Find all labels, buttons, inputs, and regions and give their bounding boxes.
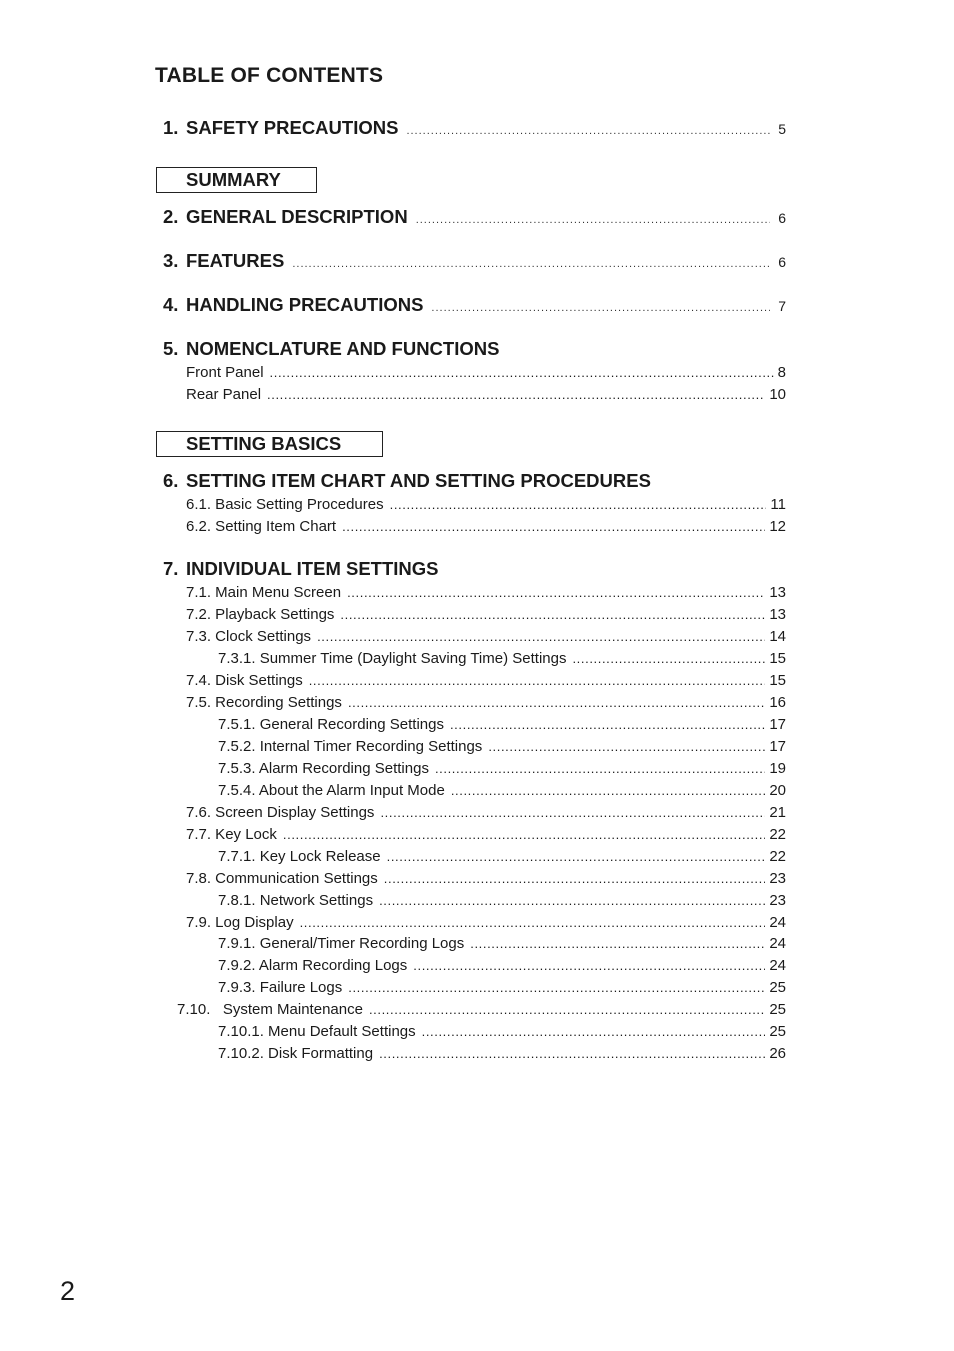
dot-leader [431,302,770,314]
toc-subentry[interactable] [186,804,786,824]
toc-entry-handling-precautions[interactable] [163,294,786,318]
dot-leader [379,1046,765,1061]
toc-subentry-page: 21 [769,804,786,821]
toc-entry-number: 2. [163,206,179,227]
toc-subentry[interactable] [177,1001,786,1021]
toc-subentry-label: 7.10.1. Menu Default Settings [218,1023,416,1040]
toc-subentry[interactable] [186,870,786,890]
toc-subentry-page: 12 [769,518,786,535]
dot-leader [390,497,767,512]
dot-leader [413,958,765,973]
dot-leader [470,936,765,951]
toc-subentry-label: 7.5. Recording Settings [186,694,342,711]
toc-subentry-page: 11 [770,496,786,513]
toc-subentry[interactable] [218,760,786,780]
toc-subentry[interactable] [218,1023,786,1043]
toc-subentry[interactable] [218,957,786,977]
toc-subentry-label: 7.5.1. General Recording Settings [218,716,444,733]
toc-subentry[interactable] [218,650,786,670]
toc-entry-general-description[interactable] [163,206,786,230]
toc-subentry-label: 7.1. Main Menu Screen [186,584,342,601]
toc-subentry-label: Front Panel [186,364,264,381]
toc-subentry-page: 26 [769,1045,786,1062]
toc-subentry[interactable] [218,979,786,999]
dot-leader [309,673,766,688]
toc-entry-label: INDIVIDUAL ITEM SETTINGS [186,558,439,579]
toc-entry-label: NOMENCLATURE AND FUNCTIONS [186,338,500,359]
dot-leader [379,893,765,908]
dot-leader [348,980,765,995]
toc-subentry[interactable] [186,606,786,626]
toc-subentry-page: 22 [769,848,786,865]
toc-subentry[interactable] [186,496,786,516]
toc-subentry-label: 7.5.2. Internal Timer Recording Settings [218,738,483,755]
toc-subentry-page: 25 [769,1023,786,1040]
toc-subentry-page: 15 [769,650,786,667]
dot-leader [340,607,765,622]
toc-subentry-page: 16 [769,694,786,711]
dot-leader [317,629,765,644]
toc-subentry-page: 19 [769,760,786,777]
dot-leader [300,915,766,930]
dot-leader [342,519,765,534]
toc-subentry-label: 7.7. Key Lock [186,826,277,843]
toc-entry-number: 5. [163,338,179,359]
toc-subentry-label: 7.9.1. General/Timer Recording Logs [218,935,465,952]
toc-entry-safety[interactable] [163,117,786,141]
toc-subentry-page: 14 [769,628,786,645]
dot-leader [451,783,765,798]
toc-entry-page: 6 [778,254,786,270]
toc-subentry-page: 22 [769,826,786,843]
dot-leader [450,717,765,732]
toc-subentry[interactable] [218,782,786,802]
toc-subentry[interactable] [186,386,786,406]
dot-leader [270,365,774,380]
toc-subentry-label: 7.6. Screen Display Settings [186,804,375,821]
toc-subentry-label: 7.5.4. About the Alarm Input Mode [218,782,445,799]
toc-subentry[interactable] [186,364,786,384]
toc-entry-number: 6. [163,470,179,491]
dot-leader [348,695,765,710]
toc-subentry[interactable] [218,1045,786,1065]
toc-subentry-label: 7.7.1. Key Lock Release [218,848,381,865]
toc-entry-page: 5 [778,121,786,137]
dot-leader [292,258,770,270]
toc-entry-number: 3. [163,250,179,271]
toc-subentry-page: 20 [769,782,786,799]
toc-subentry-page: 25 [769,1001,786,1018]
toc-subentry[interactable] [218,716,786,736]
toc-subentry[interactable] [218,738,786,758]
dot-leader [488,739,765,754]
toc-subentry-page: 17 [769,738,786,755]
dot-leader [572,651,765,666]
toc-subentry[interactable] [186,672,786,692]
toc-subentry-label: 6.2. Setting Item Chart [186,518,337,535]
dot-leader [435,761,765,776]
toc-entry-number: 7. [163,558,179,579]
dot-leader [406,125,770,137]
toc-subentry-page: 25 [769,979,786,996]
toc-subentry-label: 7.4. Disk Settings [186,672,303,689]
toc-subentry-page: 17 [769,716,786,733]
toc-subentry-page: 13 [769,606,786,623]
dot-leader [422,1024,766,1039]
section-box-summary: SUMMARY [156,167,317,193]
toc-subentry-label: 7.9. Log Display [186,914,294,931]
toc-entry-label: GENERAL DESCRIPTION [186,206,408,227]
dot-leader [267,387,765,402]
dot-leader [369,1002,765,1017]
toc-subentry-label: 7.3.1. Summer Time (Daylight Saving Time) Settings [218,650,567,667]
toc-subentry-page: 24 [769,914,786,931]
toc-subentry-page: 24 [769,957,786,974]
toc-entry-page: 7 [778,298,786,314]
toc-subentry-label: 7.9.2. Alarm Recording Logs [218,957,408,974]
toc-subentry[interactable] [186,518,786,538]
dot-leader [380,805,765,820]
toc-subentry[interactable] [218,892,786,912]
toc-subentry-page: 13 [769,584,786,601]
toc-subentry[interactable] [186,584,786,604]
toc-entry-number: 4. [163,294,179,315]
toc-subentry-label: Rear Panel [186,386,262,403]
toc-subentry-label: 7.3. Clock Settings [186,628,312,645]
toc-subentry-label: 7.5.3. Alarm Recording Settings [218,760,429,777]
toc-subentry[interactable] [186,826,786,846]
toc-subentry-page: 23 [769,892,786,909]
toc-subentry-page: 15 [769,672,786,689]
toc-entry-features[interactable] [163,250,786,274]
toc-subentry-label: 7.9.3. Failure Logs [218,979,343,996]
toc-heading-nomenclature[interactable] [163,338,499,362]
toc-entry-label: SAFETY PRECAUTIONS [186,117,399,138]
toc-subentry-label: 7.8.1. Network Settings [218,892,374,909]
dot-leader [384,871,766,886]
dot-leader [387,849,766,864]
toc-entry-page: 6 [778,210,786,226]
toc-subentry-label: 6.1. Basic Setting Procedures [186,496,384,513]
toc-subentry-label: 7.10. System Maintenance [177,1001,363,1018]
dot-leader [283,827,765,842]
toc-subentry-page: 10 [769,386,786,403]
toc-subentry-label: 7.10.2. Disk Formatting [218,1045,374,1062]
dot-leader [347,585,765,600]
toc-entry-number: 1. [163,117,179,138]
toc-heading-setting-chart[interactable] [163,470,651,494]
toc-subentry-page: 23 [769,870,786,887]
toc-title: TABLE OF CONTENTS [155,64,384,87]
toc-subentry-page: 24 [769,935,786,952]
toc-subentry-page: 8 [777,364,786,381]
toc-subentry[interactable] [218,848,786,868]
toc-heading-individual-settings[interactable] [163,558,439,582]
dot-leader [416,214,771,226]
toc-subentry[interactable] [218,935,786,955]
toc-entry-label: FEATURES [186,250,285,271]
toc-entry-label: SETTING ITEM CHART AND SETTING PROCEDURES [186,470,651,491]
toc-subentry[interactable] [186,694,786,714]
toc-subentry[interactable] [186,914,786,934]
section-box-setting-basics: SETTING BASICS [156,431,383,457]
toc-subentry-label: 7.8. Communication Settings [186,870,378,887]
toc-entry-label: HANDLING PRECAUTIONS [186,294,424,315]
toc-subentry[interactable] [186,628,786,648]
toc-subentry-label: 7.2. Playback Settings [186,606,335,623]
page-number: 2 [60,1276,76,1306]
